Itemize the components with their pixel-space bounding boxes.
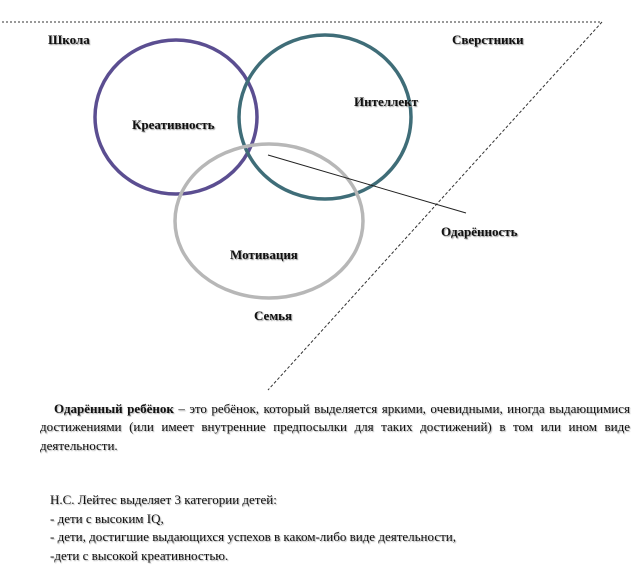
definition-term: Одарённый ребёнок — [54, 401, 174, 416]
categories-block — [40, 491, 630, 565]
creativity-label: Креативность — [132, 117, 215, 132]
text-block — [40, 400, 630, 565]
category-item: -дети с высокой креативностью. — [50, 547, 229, 563]
category-item: - дети с высоким IQ, — [50, 510, 164, 526]
peers-label: Сверстники — [452, 32, 524, 47]
definition-text: – это ребёнок, который выделяется яркими, очевидными, иногда выдающимися достижениями (или имеет внутренние предпосылки для таких достижений) в том или ином виде деятельности. — [40, 401, 631, 453]
giftedness-label: Одарённость — [441, 224, 518, 239]
school-label: Школа — [48, 32, 90, 47]
giftedness-pointer-line — [268, 155, 466, 213]
intellect-circle — [239, 35, 411, 199]
motivation-circle — [175, 144, 363, 298]
categories-heading: Н.С. Лейтес выделяет 3 категории детей: — [50, 492, 277, 508]
family-label: Семья — [254, 308, 293, 323]
definition-paragraph — [40, 400, 630, 455]
triangle-right-edge — [268, 22, 602, 390]
intellect-label: Интеллект — [354, 94, 418, 109]
motivation-label: Мотивация — [230, 247, 298, 262]
category-item: - дети, достигшие выдающихся успехов в каком-либо виде деятельности, — [50, 529, 456, 545]
